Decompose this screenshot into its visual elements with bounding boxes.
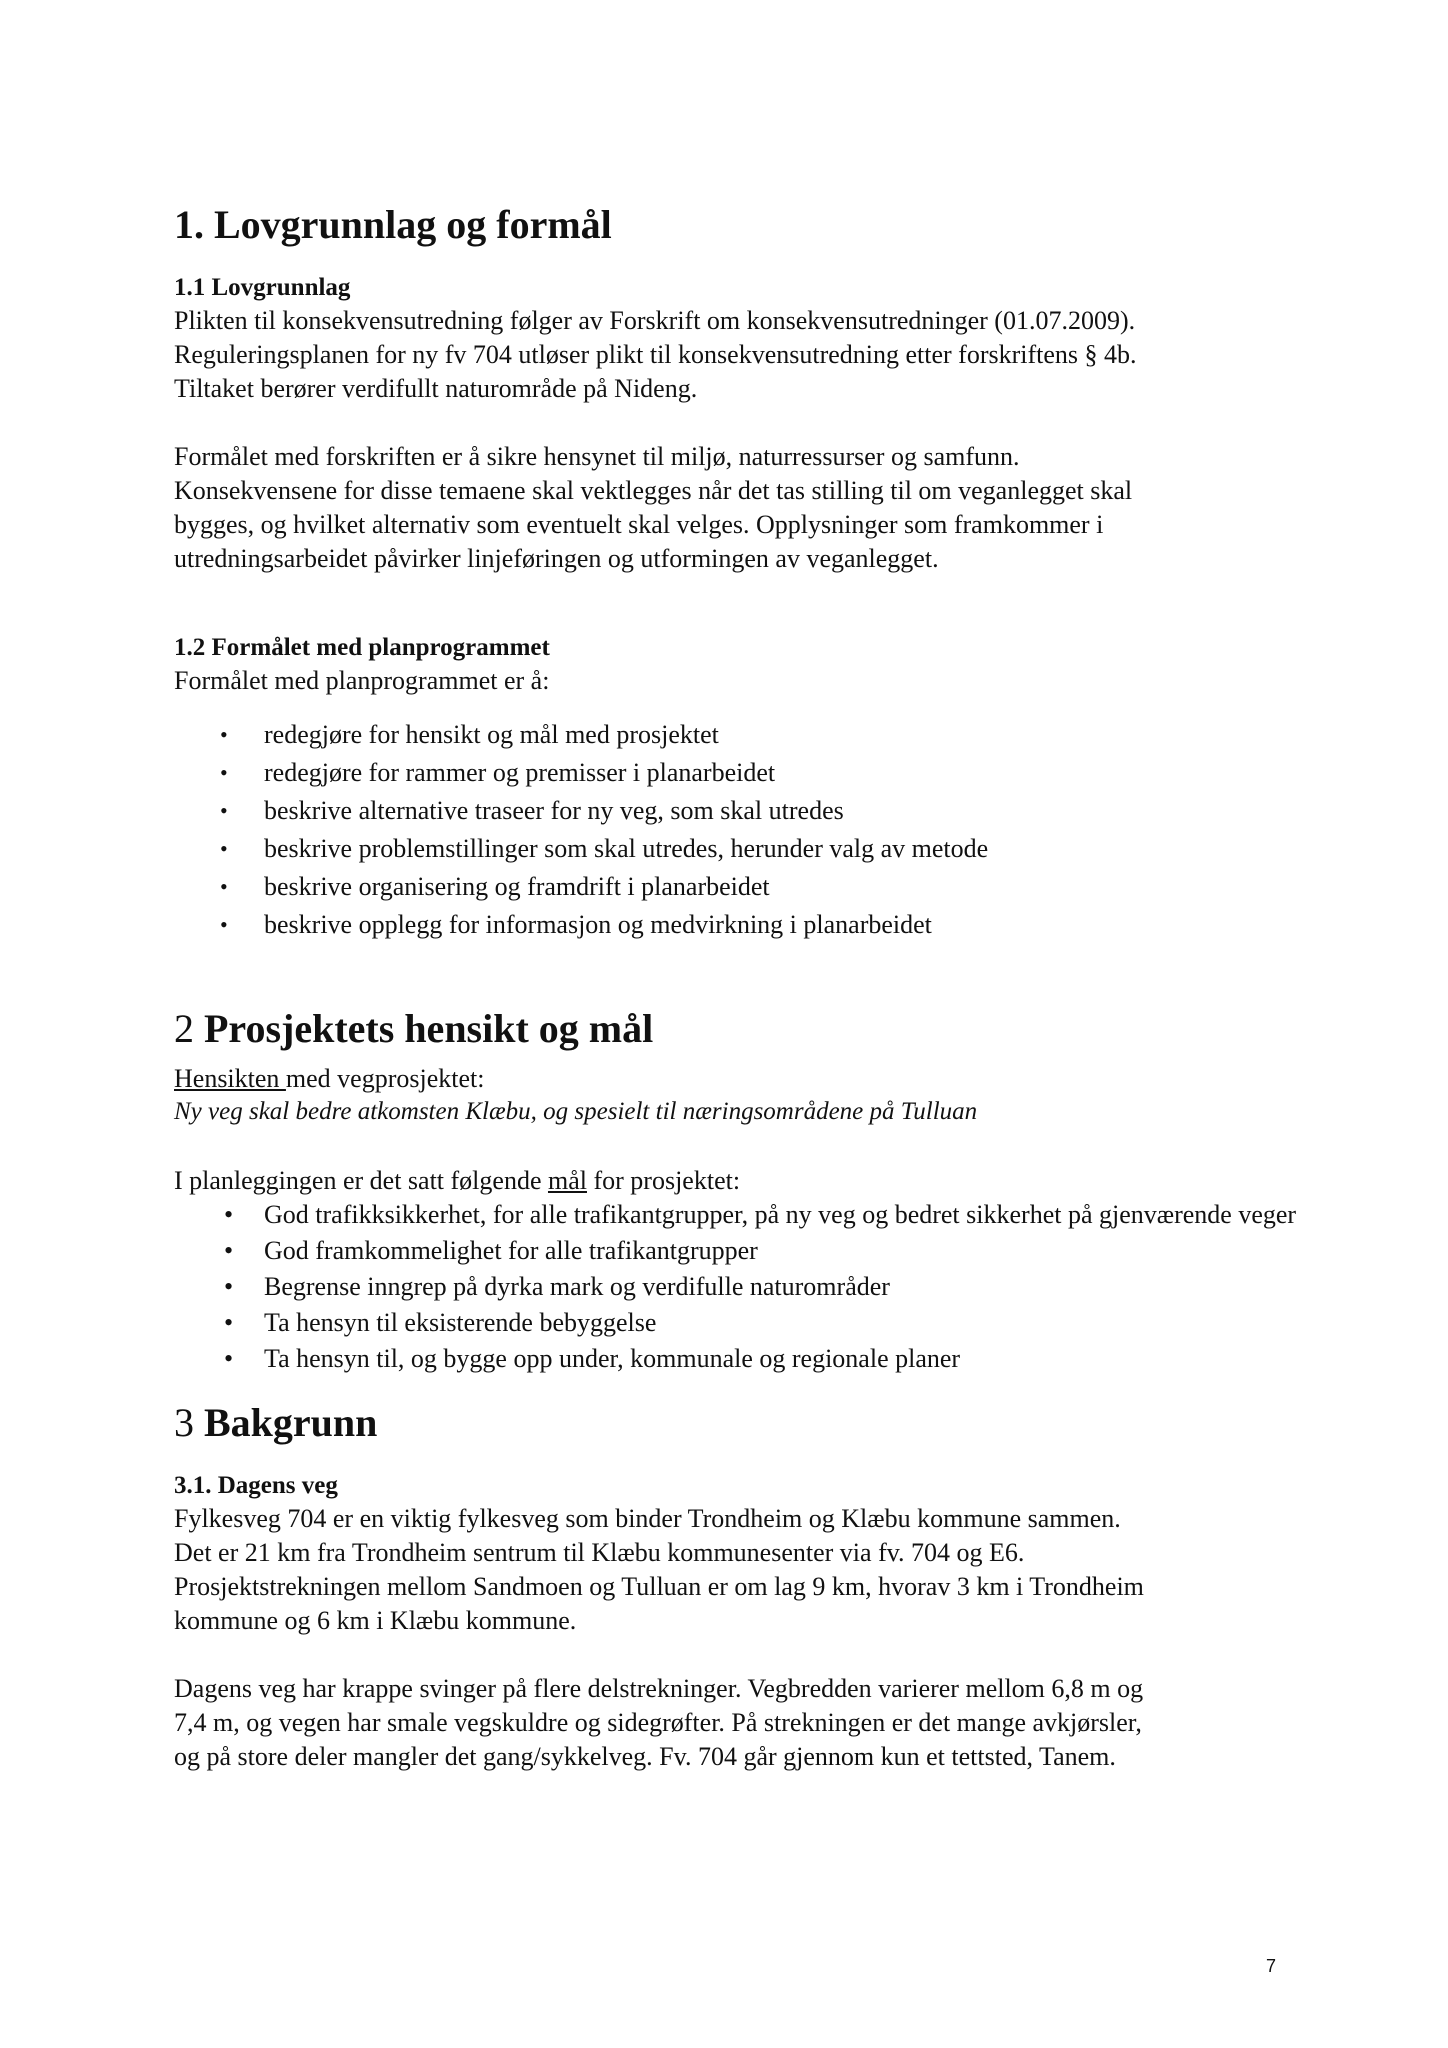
goals-underlined: mål: [547, 1166, 587, 1195]
section-1-heading: 1. Lovgrunnlag og formål: [174, 202, 612, 247]
list-item: [174, 792, 1314, 830]
goals-list: [174, 1198, 1314, 1376]
list-item-text: beskrive alternative traseer for ny veg, som skal utredes: [264, 796, 844, 825]
bullet-icon: •: [224, 1200, 234, 1229]
bullet-icon: •: [220, 836, 228, 861]
purpose-list: [174, 716, 1314, 944]
section-3-title: Bakgrunn: [204, 1400, 378, 1445]
paragraph-line: Tiltaket berører verdifullt naturområde på Nideng.: [174, 374, 698, 403]
bullet-icon: •: [220, 760, 228, 785]
subsection-3-1-heading: 3.1. Dagens veg: [174, 1472, 338, 1499]
list-item-text: God trafikksikkerhet, for alle trafikantgrupper, på ny veg og bedret sikkerhet på gjenværende veger: [264, 1200, 1297, 1229]
section-2-number: 2: [174, 1006, 194, 1051]
list-item-text: Ta hensyn til eksisterende bebyggelse: [264, 1308, 657, 1337]
list-item: [174, 1270, 1314, 1304]
paragraph-line: Reguleringsplanen for ny fv 704 utløser plikt til konsekvensutredning etter forskriftens § 4b.: [174, 340, 1137, 369]
subsection-1-2-heading: 1.2 Formålet med planprogrammet: [174, 634, 550, 661]
paragraph-line: Prosjektstrekningen mellom Sandmoen og Tulluan er om lag 9 km, hvorav 3 km i Trondheim: [174, 1572, 1144, 1601]
subsection-3-1-paragraph-2: [174, 1672, 1314, 1774]
bullet-icon: •: [220, 874, 228, 899]
bullet-icon: •: [220, 798, 228, 823]
paragraph-line: Konsekvensene for disse temaene skal vektlegges når det tas stilling til om veganlegget skal: [174, 476, 1133, 505]
bullet-icon: •: [224, 1344, 234, 1373]
bullet-icon: •: [224, 1236, 234, 1265]
paragraph-line: Plikten til konsekvensutredning følger av Forskrift om konsekvensutredninger (01.07.2009).: [174, 306, 1136, 335]
section-2-title: Prosjektets hensikt og mål: [204, 1006, 654, 1051]
list-item-text: redegjøre for rammer og premisser i planarbeidet: [264, 758, 776, 787]
list-item: [174, 716, 1314, 754]
purpose-underlined: Hensikten: [174, 1064, 286, 1093]
subsection-3-1-paragraph-1: [174, 1502, 1314, 1638]
list-item-text: Ta hensyn til, og bygge opp under, kommunale og regionale planer: [264, 1344, 961, 1373]
page-number: 7: [1265, 1956, 1276, 1976]
paragraph-line: Dagens veg har krappe svinger på flere delstrekninger. Vegbredden varierer mellom 6,8 m og: [174, 1674, 1144, 1703]
section-2-heading: [174, 1004, 1314, 1054]
list-item: [174, 906, 1314, 944]
list-item: [174, 1306, 1314, 1340]
subsection-1-1-paragraph-2: [174, 440, 1314, 576]
paragraph-line: kommune og 6 km i Klæbu kommune.: [174, 1606, 577, 1635]
list-item: [174, 1234, 1314, 1268]
list-item-text: beskrive opplegg for informasjon og medvirkning i planarbeidet: [264, 910, 932, 939]
purpose-line: [174, 1062, 1314, 1096]
goals-intro-text: I planleggingen er det satt følgende: [174, 1166, 548, 1195]
purpose-statement: Ny veg skal bedre atkomsten Klæbu, og spesielt til næringsområdene på Tulluan: [174, 1098, 978, 1125]
list-item: [174, 868, 1314, 906]
list-item: [174, 1342, 1314, 1376]
list-item-text: Begrense inngrep på dyrka mark og verdifulle naturområder: [264, 1272, 890, 1301]
bullet-icon: •: [220, 722, 228, 747]
list-item: [174, 1198, 1314, 1232]
list-item: [174, 754, 1314, 792]
page-content: [174, 200, 1314, 1774]
list-item-text: beskrive organisering og framdrift i planarbeidet: [264, 872, 770, 901]
bullet-icon: •: [224, 1272, 234, 1301]
paragraph-line: Fylkesveg 704 er en viktig fylkesveg som binder Trondheim og Klæbu kommune sammen.: [174, 1504, 1121, 1533]
paragraph-line: 7,4 m, og vegen har smale vegskuldre og sidegrøfter. På strekningen er det mange avkjørsler,: [174, 1708, 1142, 1737]
goals-intro: [174, 1164, 1314, 1198]
goals-intro-end: for prosjektet:: [586, 1166, 741, 1195]
list-item: [174, 830, 1314, 868]
paragraph-line: og på store deler mangler det gang/sykkelveg. Fv. 704 går gjennom kun et tettsted, Tanem.: [174, 1742, 1116, 1771]
paragraph-line: bygges, og hvilket alternativ som eventuelt skal velges. Opplysninger som framkommer i: [174, 510, 1104, 539]
subsection-1-1-heading: 1.1 Lovgrunnlag: [174, 274, 351, 301]
bullet-icon: •: [224, 1308, 234, 1337]
list-item-text: beskrive problemstillinger som skal utredes, herunder valg av metode: [264, 834, 989, 863]
purpose-rest: med vegprosjektet:: [285, 1064, 485, 1093]
paragraph-line: utredningsarbeidet påvirker linjeføringen og utformingen av veganlegget.: [174, 544, 939, 573]
paragraph-line: Det er 21 km fra Trondheim sentrum til Klæbu kommunesenter via fv. 704 og E6.: [174, 1538, 1025, 1567]
section-3-heading: [174, 1398, 1314, 1448]
bullet-icon: •: [220, 912, 228, 937]
subsection-1-2-intro: Formålet med planprogrammet er å:: [174, 666, 550, 695]
paragraph-line: Formålet med forskriften er å sikre hensynet til miljø, naturressurser og samfunn.: [174, 442, 1020, 471]
subsection-1-1-paragraph-1: [174, 304, 1314, 406]
list-item-text: redegjøre for hensikt og mål med prosjektet: [264, 720, 719, 749]
list-item-text: God framkommelighet for alle trafikantgrupper: [264, 1236, 758, 1265]
section-3-number: 3: [174, 1400, 194, 1445]
